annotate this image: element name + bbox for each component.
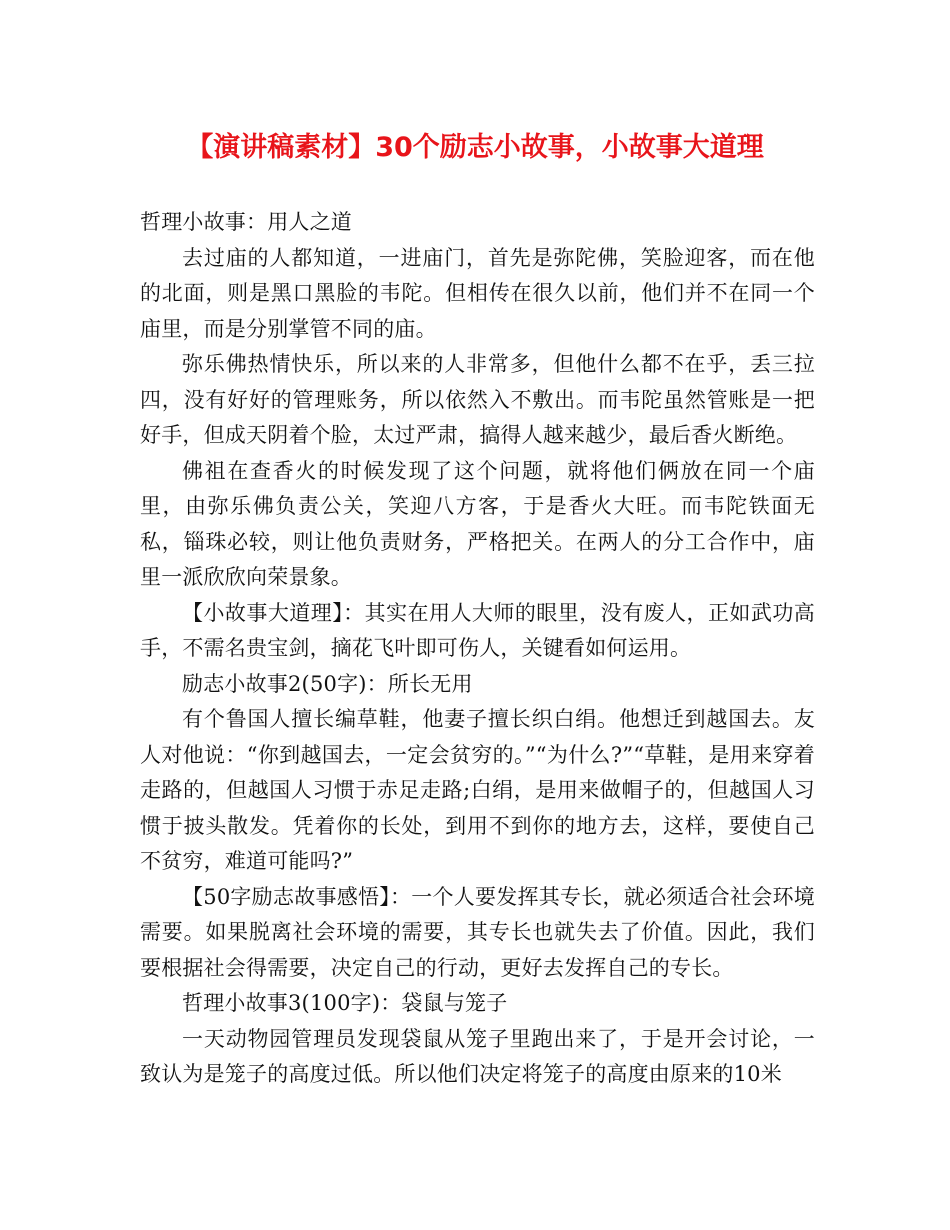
document-title: 【演讲稿素材】30个励志小故事，小故事大道理 xyxy=(186,132,764,163)
paragraph: 【小故事大道理】：其实在用人大师的眼里，没有废人，正如武功高手，不需名贵宝剑，摘花飞叶即可伤人，关键看如何运用。 xyxy=(140,600,815,660)
paragraph: 一天动物园管理员发现袋鼠从笼子里跑出来了，于是开会讨论，一致认为是笼子的高度过低。所以他们决定将笼子的高度由原来的10米 xyxy=(140,1026,815,1086)
paragraph: 弥乐佛热情快乐，所以来的人非常多，但他什么都不在乎，丢三拉四，没有好好的管理账务，所以依然入不敷出。而韦陀虽然管账是一把好手，但成天阴着个脸，太过严肃，搞得人越来越少，最后香火断绝。 xyxy=(140,352,815,447)
paragraph: 有个鲁国人擅长编草鞋，他妻子擅长织白绢。他想迁到越国去。友人对他说：“你到越国去，一定会贫穷的。”“为什么?”“草鞋，是用来穿着走路的，但越国人习惯于赤足走路;白绢，是用来做帽子的，但越国人习惯于披头散发。凭着你的长处，到用不到你的地方去，这样，要使自己不贫穷，难道可能吗?” xyxy=(140,707,815,873)
section-heading: 哲理小故事：用人之道 xyxy=(140,210,352,234)
section-heading: 励志小故事2(50字)：所长无用 xyxy=(182,671,473,696)
paragraph: 去过庙的人都知道，一进庙门，首先是弥陀佛，笑脸迎客，而在他的北面，则是黑口黑脸的韦陀。但相传在很久以前，他们并不在同一个庙里，而是分别掌管不同的庙。 xyxy=(140,245,815,341)
section-heading: 哲理小故事3(100字)：袋鼠与笼子 xyxy=(182,991,508,1015)
paragraph: 【50字励志故事感悟】：一个人要发挥其专长，就必须适合社会环境需要。如果脱离社会环境的需要，其专长也就失去了价值。因此，我们要根据社会得需要，决定自己的行动，更好去发挥自己的专长。 xyxy=(140,884,815,980)
document-body xyxy=(140,205,815,1093)
paragraph: 佛祖在查香火的时候发现了这个问题，就将他们俩放在同一个庙里，由弥乐佛负责公关，笑迎八方客，于是香火大旺。而韦陀铁面无私，锱珠必较，则让他负责财务，严格把关。在两人的分工合作中，庙里一派欣欣向荣景象。 xyxy=(140,458,815,589)
